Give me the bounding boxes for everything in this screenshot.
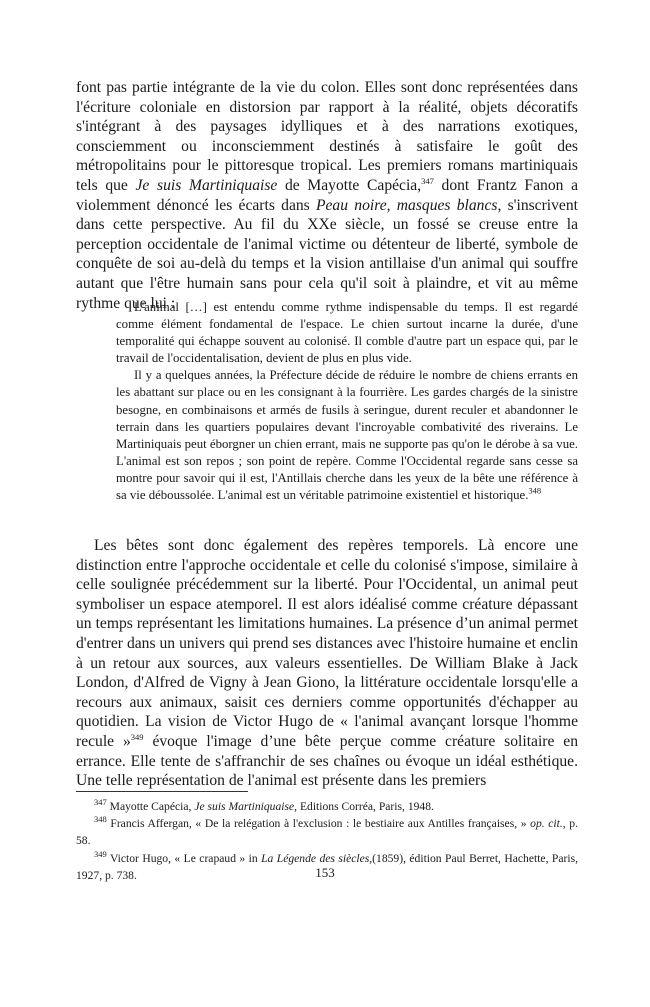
footnote-number: 348	[94, 814, 107, 825]
footnote-number: 347	[94, 797, 107, 808]
paragraph-text: Les bêtes sont donc également des repères temporels. Là encore une distinction entre l'approche occidentale et celle du colonisé s'impose, similaire à celle soulignée précédemment sur la liberté. Pour l'Occidental, un animal peut symboliser un espace atemporel. Il est alors idéalisé comme créature dépassant un temps représentant les limitations humaines. La présence d’un animal permet d'entrer dans un univers qui prend ses distances avec l'histoire humaine et enclin à un retour aux sources, aux valeurs essentielles. De William Blake à Jack London, d'Alfred de Vigny à Jean Giono, la littérature occidentale lorsqu'elle a recours aux animaux, saisit ces derniers comme opportunités d'échapper au quotidien. La vision de Victor Hugo de « l'animal avançant lorsque l'homme recule »	[76, 537, 578, 750]
footnote-text: Mayotte Capécia,	[106, 800, 195, 813]
footnote-title-italic: La Légende des siècles,	[261, 851, 373, 865]
paragraph-text: évoque l'image d’une bête perçue comme créature solitaire en errance. Elle tente de s'affranchir de ses chaînes ou évoque un idéal esthétique. Une telle représentation de l'animal est présente dans les premiers	[76, 732, 579, 790]
footnote-title-italic: Je suis Martiniquaise	[194, 800, 295, 813]
page-number: 153	[315, 865, 335, 880]
footnote-title-italic: op. cit.	[530, 817, 563, 831]
quote-text: Il y a quelques années, la Préfecture décide de réduire le nombre de chiens errants en les abattant sur place ou en les consignant à la fourrière. Les gardes chargés de la sinistre besogne, en combinaisons et armés de fusils à seringue, durent reculer et abandonner le terrain dans les quartiers populaires devant l'incroyable combativité des riverains. Le Martiniquais peut éborgner un chien errant, mais ne supporte pas qu'on le dérobe à sa vue. L'animal est son repos ; son point de repère. Comme l'Occidental regarde sans cesse sa montre pour savoir qui il est, l'Antillais cherche dans les yeux de la bête une référence à sa vie déboussolée. L'animal est un véritable patrimoine existentiel et historique.	[116, 368, 578, 503]
footnote-348	[76, 815, 578, 849]
footnote-separator	[76, 791, 248, 792]
footnote-text: Francis Affergan, « De la relégation à l'exclusion : le bestiaire aux Antilles françaises, »	[106, 817, 531, 831]
body-paragraph-1	[76, 78, 578, 313]
footnote-number: 349	[94, 848, 107, 859]
quote-paragraph-1: L'animal […] est entendu comme rythme indispensable du temps. Il est regardé comme élément fondamental de l'espace. Le chien surtout incarne la durée, d'une temporalité qui échappe souvent au colonisé. Il comble d'autre part un espace qui, par le travail de l'occidentalisation, devient de plus en plus vide.	[116, 300, 578, 366]
paragraph-text: dont Frantz Fanon a violemment dénoncé les écarts dans	[76, 176, 579, 214]
footnote-ref-348: 348	[528, 485, 542, 496]
footnote-ref-347: 347	[421, 175, 434, 186]
footnote-text: Victor Hugo, « Le crapaud » in	[106, 851, 262, 865]
block-quote	[116, 299, 578, 504]
footnote-text: (1859), édition Paul Berret, Hachette, Paris, 1927, p. 738.	[76, 851, 578, 882]
paragraph-text: , s'inscrivent dans cette perspective. Au fil du XXe siècle, un fossé se creuse entre la perception occidentale de l'animal victime ou détenteur de liberté, symbole de conquête de soi au-delà du temps et la vision antillaise d'un animal qui souffre autant que l'être humain sans pour cela qu'il soit à plaindre, et vit au même rythme que lui :	[76, 196, 578, 312]
footnote-text: , Editions Corréa, Paris, 1948.	[294, 800, 434, 813]
book-title-italic: Peau noire, masques blancs	[315, 196, 498, 214]
footnote-text: , p. 58.	[76, 817, 578, 848]
book-title-italic: Je suis Martiniquaise	[135, 176, 278, 194]
quote-paragraph-2	[116, 367, 578, 504]
footnote-347	[76, 798, 578, 815]
footnote-ref-349: 349	[130, 731, 144, 742]
body-paragraph-2	[76, 536, 578, 791]
paragraph-text: de Mayotte Capécia,	[277, 176, 422, 194]
paragraph-text: font pas partie intégrante de la vie du colon. Elles sont donc représentées dans l'écriture coloniale en distorsion par rapport à la réalité, objets décoratifs s'intégrant à des paysages idylliques et à des narrations exotiques, consciemment ou inconsciemment destinés à satisfaire le goût des métropolitains pour le pittoresque tropical. Les premiers romans martiniquais tels que	[76, 79, 578, 194]
